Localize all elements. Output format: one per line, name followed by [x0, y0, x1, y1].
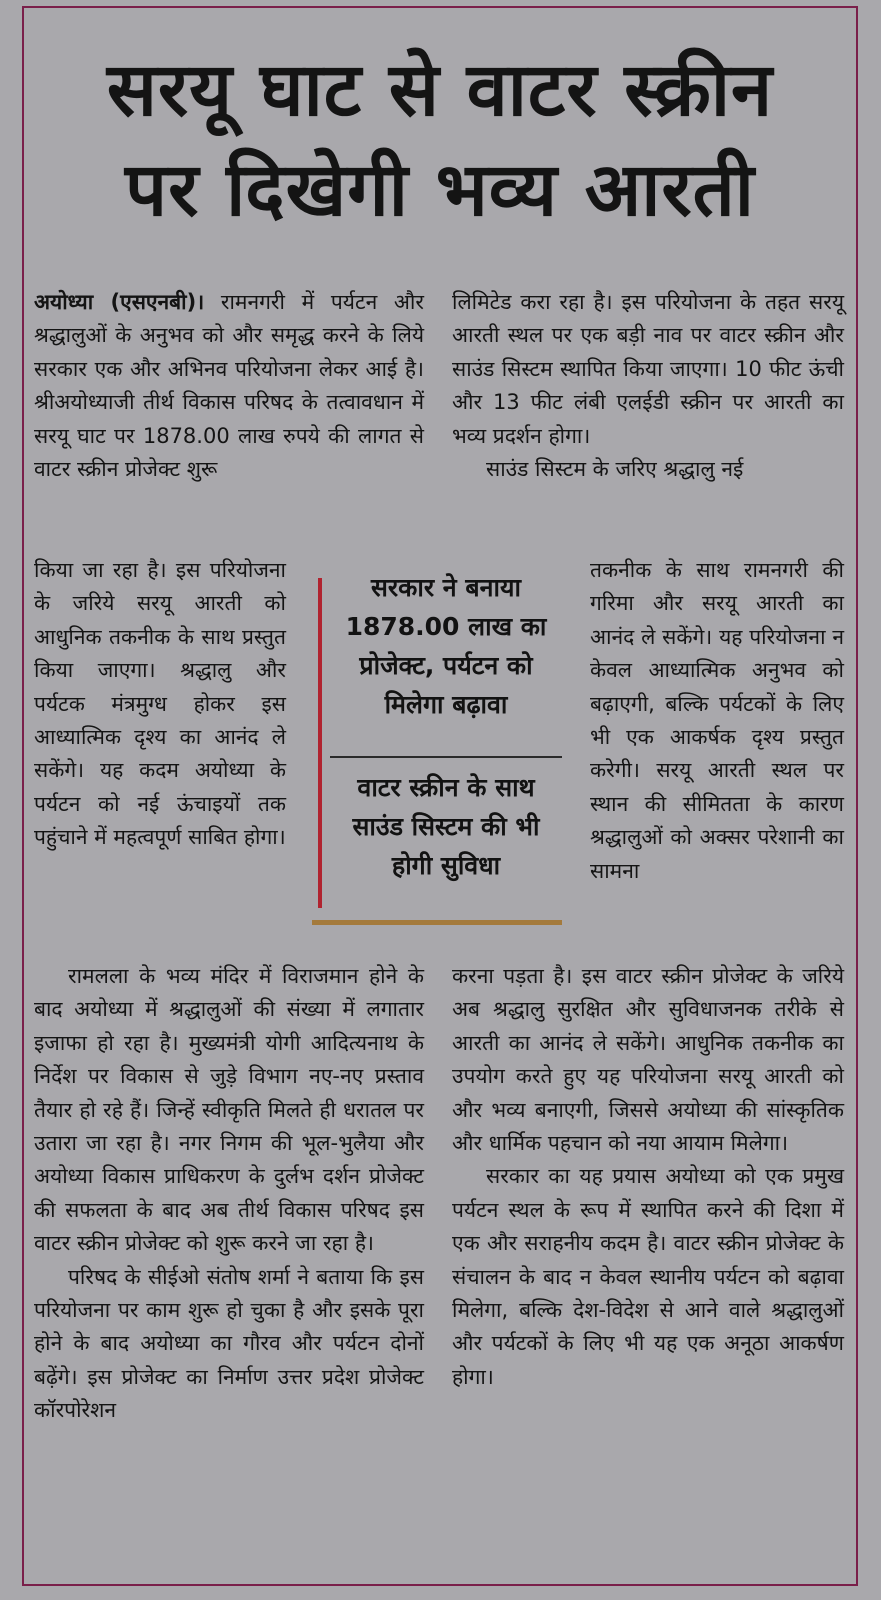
pull-quote-2: वाटर स्क्रीन के साथ साउंड सिस्टम की भी होगी सुविधा — [352, 773, 540, 880]
pull-quote-divider — [330, 756, 562, 758]
left-column-narrow — [34, 554, 286, 855]
left-paragraph-1-cont: किया जा रहा है। इस परियोजना के जरिये सरयू आरती को आधुनिक तकनीक के साथ प्रस्तुत किया जाएगा। श्रद्धालु और पर्यटक मंत्रमुग्ध होकर इस आध्यात्मिक दृश्य का आनंद ले सकेंगे। यह कदम अयोध्या के पर्यटन को नई ऊंचाइयों तक पहुंचाने में महत्वपूर्ण साबित होगा। — [34, 558, 286, 850]
right-column-bottom — [452, 960, 844, 1394]
headline — [30, 40, 850, 240]
left-paragraph-3: परिषद के सीईओ संतोष शर्मा ने बताया कि इस परियोजना पर काम शुरू हो चुका है और इसके पूरा होने के बाद अयोध्या का गौरव और पर्यटन दोनों बढ़ेंगे। इस प्रोजेक्ट का निर्माण उत्तर प्रदेश प्रोजेक्ट कॉरपोरेशन — [34, 1264, 424, 1423]
right-paragraph-2-end: करना पड़ता है। इस वाटर स्क्रीन प्रोजेक्ट के जरिये अब श्रद्धालु सुरक्षित और सुविधाजनक तरीके से आरती का आनंद ले सकेंगे। आधुनिक तकनीक का उपयोग करते हुए यह परियोजना सरयू आरती को और भव्य बनाएगी, जिससे अयोध्या की सांस्कृतिक और धार्मिक पहचान को नया आयाम मिलेगा। — [452, 964, 844, 1156]
headline-line-2: पर दिखेगी भव्य आरती — [125, 147, 755, 233]
left-paragraph-2: रामलला के भव्य मंदिर में विराजमान होने के बाद अयोध्या में श्रद्धालुओं की संख्या में लगातार इजाफा हो रहा है। मुख्यमंत्री योगी आदित्यनाथ के निर्देश पर विकास से जुड़े विभाग नए-नए प्रस्ताव तैयार हो रहे हैं। जिन्हें स्वीकृति मिलते ही धरातल पर उतारा जा रहा है। नगर निगम की भूल-भुलैया और अयोध्या विकास प्राधिकरण के दुर्लभ दर्शन प्रोजेक्ट की सफलता के बाद अब तीर्थ विकास परिषद इस वाटर स्क्रीन प्रोजेक्ट को शुरू करने जा रहा है। — [34, 964, 424, 1256]
dateline: अयोध्या (एसएनबी)। — [34, 290, 205, 314]
left-paragraph-1: रामनगरी में पर्यटन और श्रद्धालुओं के अनुभव को और समृद्ध करने के लिये सरकार एक और अभिनव परियोजना लेकर आई है। श्रीअयोध्याजी तीर्थ विकास परिषद के तत्वावधान में सरयू घाट पर 1878.00 लाख रुपये की लागत से वाटर स्क्रीन प्रोजेक्ट शुरू — [34, 290, 424, 482]
right-paragraph-2-start: साउंड सिस्टम के जरिए श्रद्धालु नई — [486, 457, 744, 482]
right-paragraph-1: लिमिटेड करा रहा है। इस परियोजना के तहत सरयू आरती स्थल पर एक बड़ी नाव पर वाटर स्क्रीन और साउंड सिस्टम स्थापित किया जाएगा। 10 फीट ऊंची और 13 फीट लंबी एलईडी स्क्रीन पर आरती का भव्य प्रदर्शन होगा। — [452, 290, 844, 448]
right-column-top — [452, 286, 844, 486]
right-column-narrow — [590, 554, 844, 888]
left-column-top — [34, 286, 424, 486]
headline-line-1: सरयू घाट से वाटर स्क्रीन — [106, 47, 774, 133]
left-column-bottom — [34, 960, 424, 1428]
right-paragraph-2-cont: तकनीक के साथ रामनगरी की गरिमा और सरयू आरती का आनंद ले सकेंगे। यह परियोजना न केवल आध्यात्मिक अनुभव को बढ़ाएगी, बल्कि पर्यटकों के लिए भी एक आकर्षक दृश्य प्रस्तुत करेगी। सरयू आरती स्थल पर स्थान की सीमितता के कारण श्रद्धालुओं को अक्सर परेशानी का सामना — [590, 558, 844, 883]
right-paragraph-3: सरकार का यह प्रयास अयोध्या को एक प्रमुख पर्यटन स्थल के रूप में स्थापित करने की दिशा में एक और सराहनीय कदम है। वाटर स्क्रीन प्रोजेक्ट के संचालन के बाद न केवल स्थानीय पर्यटन को बढ़ावा मिलेगा, बल्कि देश-विदेश से आने वाले श्रद्धालुओं और पर्यटकों के लिए भी यह एक अनूठा आकर्षण होगा। — [452, 1164, 844, 1389]
pull-quote-gold-rule — [312, 920, 562, 925]
pull-quote-red-bar — [318, 578, 322, 908]
pull-quote-1: सरकार ने बनाया 1878.00 लाख का प्रोजेक्ट, पर्यटन को मिलेगा बढ़ावा — [345, 573, 547, 719]
